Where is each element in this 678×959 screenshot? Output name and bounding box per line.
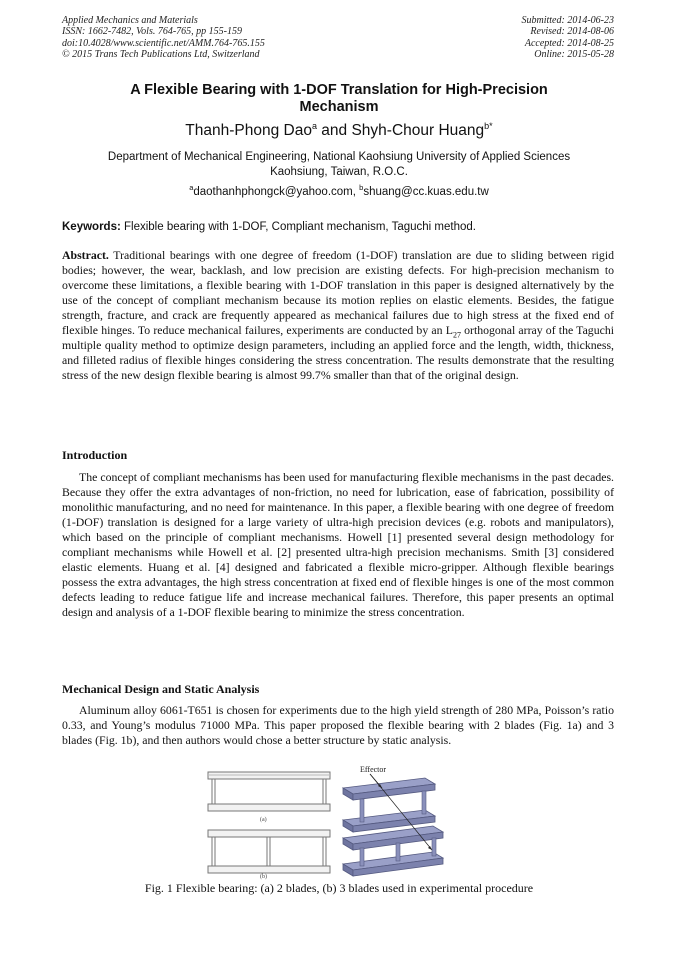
figure-label-a: (a) bbox=[260, 817, 267, 823]
keywords bbox=[62, 220, 614, 234]
issn-line: ISSN: 1662-7482, Vols. 764-765, pp 155-159 bbox=[62, 26, 242, 38]
email-b-link[interactable]: shuang@cc.kuas.edu.tw bbox=[363, 186, 489, 198]
author-2-mark: b* bbox=[484, 120, 493, 131]
figure-1a-sketch bbox=[208, 772, 330, 811]
revised-date: Revised: 2014-08-06 bbox=[530, 26, 614, 38]
abstract-label: Abstract. bbox=[62, 248, 109, 262]
online-date: Online: 2015-05-28 bbox=[534, 49, 614, 61]
figure-1b-sketch bbox=[208, 830, 330, 873]
keywords-label: Keywords: bbox=[62, 221, 121, 233]
email-a-link[interactable]: daothanhphongck@yahoo.com, bbox=[193, 186, 360, 198]
introduction-text: The concept of compliant mechanisms has been used for manufacturing flexible mechanisms in the past decades. Because they offer the extra advantages of non-friction, no need for lubrication, ease of fabrication, possibility of monolithic manufacturing, and no need for maintenance. In this paper, a flexible bearing with one degree of freedom (1-DOF) translation is designed for a large variety of ultra-high precision devices (e.g. robots and manipulators), which based on the principle of compliant mechanisms. Howell [1] presented several design methodology for compliant mechanisms while Howell et al. [2] presented ultra-high precision mechanisms. Smith [3] considered elastic elements. Huang et al. [4] designed and fabricated a flexible micro-gripper. Although flexible bearings possess the extra advantages, the high stress concentration at fixed end of flexible hinges is one of the most common defects leading to reduce fatigue life and increase mechanical failures. Therefore, this paper presents an optimal design and analysis of a 1-DOF flexible bearing to minimize the stress concentration. bbox=[62, 470, 614, 620]
affiliation-line-2: Kaohsiung, Taiwan, R.O.C. bbox=[270, 166, 408, 178]
affiliation-line-1: Department of Mechanical Engineering, National Kaohsiung University of Applied Sciences bbox=[107, 151, 571, 163]
figure-1 bbox=[200, 764, 478, 880]
abstract bbox=[62, 248, 614, 383]
author-and: and bbox=[316, 122, 352, 139]
copyright-line: © 2015 Trans Tech Publications Ltd, Switzerland bbox=[62, 49, 260, 61]
figure-1b-render bbox=[343, 826, 443, 876]
effector-label: Effector bbox=[360, 765, 387, 774]
abstract-text-1: Traditional bearings with one degree of freedom (1-DOF) translation are due to sliding between rigid bodies; however, the wear, backlash, and low precision are existing defects. For high-precision mechanism to overcome these limitations, a flexible bearing with 1-DOF translation in this paper is designed alternatively by the use of the concept of compliant mechanism because its motion replies on elastic elements. Besides, the fatigue strength, fracture, and crack are frequently appeared as mechanical failures due to high stress at the fixed end of flexible hinges. To reduce mechanical failures, experiments are conducted by an L bbox=[62, 248, 614, 338]
affiliation bbox=[80, 150, 598, 180]
abstract-subscript: 27 bbox=[452, 330, 461, 340]
mechanical-design-heading: Mechanical Design and Static Analysis bbox=[62, 682, 260, 696]
abstract-text-2: orthogonal array of the Taguchi multiple quality method to optimize design parameters, including an applied force and the length, width, thickness, and filleted radius of flexible hinges considering the stress concentration. The results demonstrate that the resulting stress of the new design flexible bearing is almost 99.7% smaller than that of the original design. bbox=[62, 323, 615, 383]
publication-dates bbox=[522, 15, 615, 61]
journal-info bbox=[62, 15, 265, 61]
figure-1-caption: Fig. 1 Flexible bearing: (a) 2 blades, (b) 3 blades used in experimental procedure bbox=[144, 881, 534, 895]
email-b-mark: b bbox=[359, 183, 364, 193]
author-2: Shyh-Chour Huang bbox=[351, 122, 485, 139]
mechanical-design-text: Aluminum alloy 6061-T651 is chosen for experiments due to the high yield strength of 280 MPa, Poisson’s ratio 0.33, and Young’s modulus 71000 MPa. This paper proposed the flexible bearing with 2 blades (Fig. 1a) and 3 blades (Fig. 1b), and then authors would chose a better structure by static analysis. bbox=[62, 703, 614, 748]
figure-1a-render bbox=[343, 778, 435, 832]
doi-line: doi:10.4028/www.scientific.net/AMM.764-765.155 bbox=[62, 37, 265, 49]
journal-name: Applied Mechanics and Materials bbox=[62, 15, 198, 26]
introduction-heading: Introduction bbox=[62, 448, 128, 462]
figure-label-b: (b) bbox=[260, 874, 267, 880]
effector-arrowhead-2 bbox=[428, 846, 432, 850]
accepted-date: Accepted: 2014-08-25 bbox=[524, 37, 614, 49]
author-1: Thanh-Phong Dao bbox=[185, 122, 312, 139]
submitted-date: Submitted: 2014-06-23 bbox=[521, 15, 614, 26]
paper-title: A Flexible Bearing with 1-DOF Translation for High-Precision Mechanism bbox=[130, 82, 548, 115]
author-1-mark: a bbox=[311, 120, 317, 131]
email-a-mark: a bbox=[189, 183, 194, 193]
author-line bbox=[0, 122, 678, 140]
keywords-text: Flexible bearing with 1-DOF, Compliant mechanism, Taguchi method. bbox=[120, 221, 476, 233]
email-line bbox=[0, 185, 678, 199]
